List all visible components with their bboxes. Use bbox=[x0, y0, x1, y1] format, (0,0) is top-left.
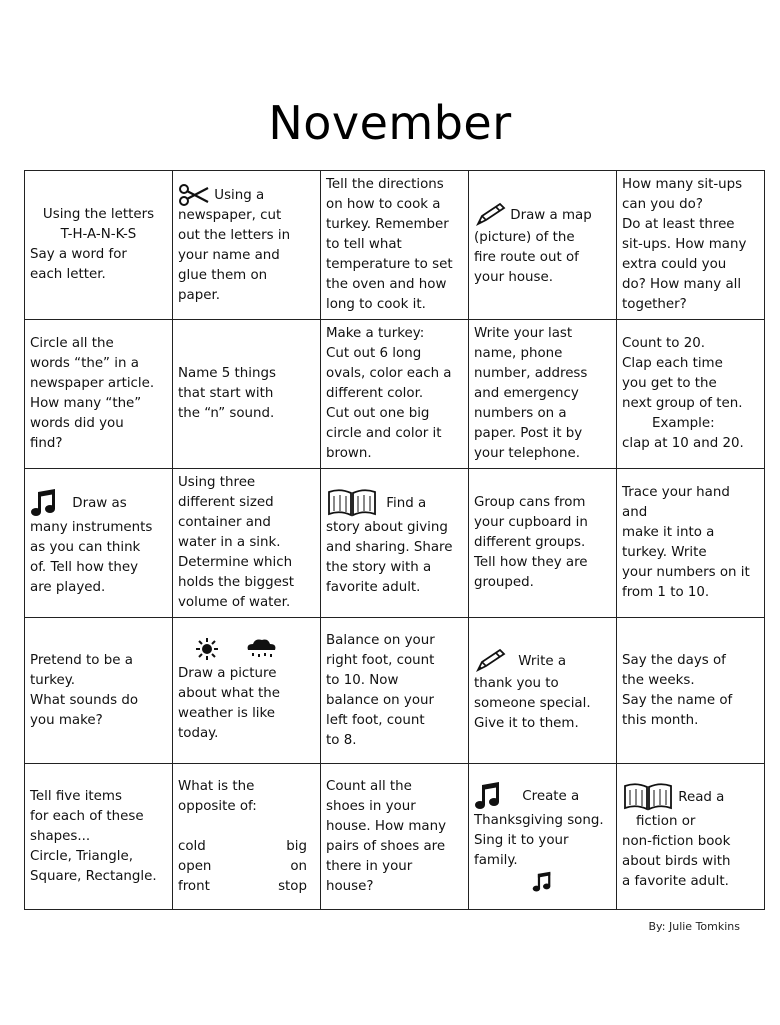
cell-line: Make a turkey: bbox=[326, 326, 425, 341]
cell-line: a favorite adult. bbox=[622, 873, 729, 889]
cell-r4c3 bbox=[321, 618, 469, 764]
cell-r1c1 bbox=[25, 171, 173, 320]
book-icon bbox=[326, 488, 378, 518]
cell-line: from 1 to 10. bbox=[622, 585, 710, 600]
cell-line: as you can think bbox=[30, 540, 141, 555]
cell-line: your numbers on it bbox=[622, 565, 750, 580]
cell-line: the “n” sound. bbox=[178, 406, 275, 421]
cell-line: Write your last bbox=[474, 326, 573, 341]
cell-r2c5 bbox=[617, 320, 765, 469]
cell-line: Example: bbox=[652, 416, 715, 431]
cell-line: What is the bbox=[178, 778, 255, 794]
cell-line: next group of ten. bbox=[622, 396, 743, 411]
cell-line: to 10. Now bbox=[326, 672, 399, 688]
spacer bbox=[178, 817, 315, 837]
cell-line: Tell the directions bbox=[326, 177, 444, 192]
cell-line: your name and bbox=[178, 248, 280, 263]
cell-line: ovals, color each a bbox=[326, 366, 452, 381]
cell-line: Using three bbox=[178, 475, 256, 490]
cell-line-with-icon bbox=[30, 488, 167, 518]
cell-line: Count to 20. bbox=[622, 336, 706, 351]
cell-line: your house. bbox=[474, 270, 554, 285]
cell-line: paper. bbox=[178, 288, 220, 303]
cell-line: newspaper article. bbox=[30, 376, 155, 391]
cell-line: newspaper, cut bbox=[178, 208, 282, 223]
cell-r3c4 bbox=[469, 469, 617, 618]
cell-line: How many sit-ups bbox=[622, 177, 743, 192]
cell-line: there in your bbox=[326, 858, 413, 874]
cell-line: turkey. bbox=[30, 672, 76, 688]
cell-line: Determine which bbox=[178, 555, 293, 570]
cell-line: Write a bbox=[518, 653, 567, 669]
cell-line: house. How many bbox=[326, 818, 447, 834]
cell-line: Create a bbox=[522, 788, 580, 804]
cell-line: grouped. bbox=[474, 575, 534, 590]
cell-r4c5 bbox=[617, 618, 765, 764]
cell-line: Do at least three bbox=[622, 217, 735, 232]
cell-line: together? bbox=[622, 297, 687, 312]
cell-r4c1 bbox=[25, 618, 173, 764]
cell-line: glue them on bbox=[178, 268, 268, 283]
cell-line: weather is like bbox=[178, 705, 276, 721]
cell-line: make it into a bbox=[622, 525, 715, 540]
cell-line: Thanksgiving song. bbox=[474, 812, 604, 828]
cell-line-with-icon bbox=[474, 202, 611, 228]
cell-line: fiction or bbox=[636, 813, 696, 829]
cell-line: to 8. bbox=[326, 732, 357, 748]
opposite-pair bbox=[178, 837, 315, 857]
cell-r2c3 bbox=[321, 320, 469, 469]
cell-line: How many “the” bbox=[30, 396, 142, 411]
cell-line: opposite of: bbox=[178, 798, 257, 814]
cell-line: Count all the bbox=[326, 778, 412, 794]
cell-line: for each of these bbox=[30, 808, 144, 824]
cell-line: different color. bbox=[326, 386, 424, 401]
cell-line: can you do? bbox=[622, 197, 703, 212]
scissors-icon bbox=[178, 184, 210, 206]
cell-line: story about giving bbox=[326, 520, 448, 535]
cell-line: about birds with bbox=[622, 853, 731, 869]
cell-line: your cupboard in bbox=[474, 515, 588, 530]
cell-r2c1 bbox=[25, 320, 173, 469]
pencil-icon bbox=[474, 202, 506, 228]
cell-line: What sounds do bbox=[30, 692, 139, 708]
cell-line: Name 5 things bbox=[178, 366, 276, 381]
cell-line: Read a bbox=[678, 789, 725, 805]
music-note-icon bbox=[474, 781, 504, 811]
cell-line: find? bbox=[30, 436, 63, 451]
cell-r5c4 bbox=[469, 764, 617, 910]
cell-line: turkey. Remember bbox=[326, 217, 449, 232]
cell-line: Cut out 6 long bbox=[326, 346, 422, 361]
cell-line-with-icon bbox=[474, 648, 611, 674]
music-note-icon bbox=[532, 871, 554, 893]
book-icon bbox=[622, 782, 674, 812]
cell-line: Square, Rectangle. bbox=[30, 868, 157, 884]
cell-r4c4 bbox=[469, 618, 617, 764]
cell-line: number, address bbox=[474, 366, 588, 381]
cell-line: Using the letters bbox=[42, 207, 155, 222]
cell-line: Circle all the bbox=[30, 336, 114, 351]
cell-line: the weeks. bbox=[622, 672, 695, 688]
cell-line: clap at 10 and 20. bbox=[622, 436, 744, 451]
cell-line: many instruments bbox=[30, 520, 153, 535]
cell-line: words “the” in a bbox=[30, 356, 139, 371]
cell-line: that start with bbox=[178, 386, 274, 401]
cell-line: sit-ups. How many bbox=[622, 237, 747, 252]
cell-line: Circle, Triangle, bbox=[30, 848, 133, 864]
cell-line: on how to cook a bbox=[326, 197, 441, 212]
cell-line: you get to the bbox=[622, 376, 717, 391]
cell-line-with-icon bbox=[178, 184, 315, 206]
music-note-icon bbox=[30, 488, 60, 518]
cell-line: fire route out of bbox=[474, 250, 579, 265]
cell-r3c2 bbox=[173, 469, 321, 618]
cell-line: words did you bbox=[30, 416, 124, 431]
activity-calendar-grid bbox=[24, 170, 765, 910]
cell-line: different groups. bbox=[474, 535, 586, 550]
cell-line: (picture) of the bbox=[474, 230, 575, 245]
cell-line: are played. bbox=[30, 580, 106, 595]
cell-line: Pretend to be a bbox=[30, 652, 133, 668]
cell-line: Cut out one big bbox=[326, 406, 430, 421]
cell-line: you make? bbox=[30, 712, 103, 728]
cell-line-icon bbox=[474, 871, 611, 893]
cell-line: do? How many all bbox=[622, 277, 742, 292]
cell-line: each letter. bbox=[30, 267, 106, 282]
cell-r2c4 bbox=[469, 320, 617, 469]
author-credit: By: Julie Tomkins bbox=[648, 920, 740, 933]
cell-line: Trace your hand bbox=[622, 485, 730, 500]
cell-line: out the letters in bbox=[178, 228, 291, 243]
cell-line: holds the biggest bbox=[178, 575, 295, 590]
cell-r3c3 bbox=[321, 469, 469, 618]
opposite-word: open bbox=[178, 858, 212, 874]
cell-r1c2 bbox=[173, 171, 321, 320]
cell-line: circle and color it bbox=[326, 426, 442, 441]
cell-line: Say the name of bbox=[622, 692, 733, 708]
cell-line: today. bbox=[178, 725, 219, 741]
cell-line: and bbox=[622, 505, 648, 520]
opposite-word: on bbox=[290, 858, 307, 874]
cell-line: Draw a map bbox=[510, 208, 592, 223]
cell-line: shapes... bbox=[30, 828, 91, 844]
cell-r3c1 bbox=[25, 469, 173, 618]
cell-line-with-icon bbox=[326, 488, 463, 518]
cell-line: Group cans from bbox=[474, 495, 586, 510]
cell-line: Give it to them. bbox=[474, 715, 579, 731]
cell-line-with-icon bbox=[622, 782, 759, 812]
opposite-pair bbox=[178, 857, 315, 877]
cell-r2c2 bbox=[173, 320, 321, 469]
page-title: November bbox=[268, 96, 512, 150]
cell-line: Find a bbox=[386, 496, 427, 511]
cell-line: to tell what bbox=[326, 237, 402, 252]
cell-line: Say the days of bbox=[622, 652, 726, 668]
cell-line: favorite adult. bbox=[326, 580, 421, 595]
cell-r5c2 bbox=[173, 764, 321, 910]
cell-line: shoes in your bbox=[326, 798, 416, 814]
rain-cloud-icon bbox=[244, 638, 278, 660]
cell-line: paper. Post it by bbox=[474, 426, 583, 441]
cell-line: numbers on a bbox=[474, 406, 567, 421]
pencil-icon bbox=[474, 648, 506, 674]
cell-line: T-H-A-N-K-S bbox=[60, 227, 137, 242]
cell-line: this month. bbox=[622, 712, 699, 728]
weather-icons bbox=[178, 638, 315, 664]
cell-r5c5 bbox=[617, 764, 765, 910]
cell-r1c4 bbox=[469, 171, 617, 320]
cell-line: about what the bbox=[178, 685, 281, 701]
cell-line: container and bbox=[178, 515, 271, 530]
cell-line: extra could you bbox=[622, 257, 727, 272]
opposite-word: front bbox=[178, 878, 210, 894]
cell-line: Sing it to your bbox=[474, 832, 569, 848]
cell-line: left foot, count bbox=[326, 712, 425, 728]
cell-line: name, phone bbox=[474, 346, 563, 361]
cell-line: the story with a bbox=[326, 560, 432, 575]
cell-line-with-icon bbox=[474, 781, 611, 811]
opposite-word: cold bbox=[178, 838, 206, 854]
cell-line: the oven and how bbox=[326, 277, 447, 292]
cell-line: long to cook it. bbox=[326, 297, 426, 312]
cell-line: water in a sink. bbox=[178, 535, 281, 550]
cell-line: your telephone. bbox=[474, 446, 580, 461]
cell-line: Say a word for bbox=[30, 247, 127, 262]
cell-r1c5 bbox=[617, 171, 765, 320]
opposite-word: stop bbox=[278, 878, 307, 894]
cell-line: Using a bbox=[214, 188, 265, 203]
opposite-pair bbox=[178, 877, 315, 897]
cell-line: different sized bbox=[178, 495, 274, 510]
cell-r3c5 bbox=[617, 469, 765, 618]
cell-r1c3 bbox=[321, 171, 469, 320]
cell-line: thank you to bbox=[474, 675, 559, 691]
cell-line: Tell how they are bbox=[474, 555, 588, 570]
cell-line: family. bbox=[474, 852, 518, 868]
cell-line: Draw a picture bbox=[178, 665, 277, 681]
cell-line: turkey. Write bbox=[622, 545, 707, 560]
cell-line: and emergency bbox=[474, 386, 579, 401]
cell-line: someone special. bbox=[474, 695, 591, 711]
cell-line: right foot, count bbox=[326, 652, 435, 668]
cell-line: Clap each time bbox=[622, 356, 723, 371]
cell-r5c3 bbox=[321, 764, 469, 910]
opposite-word: big bbox=[286, 838, 307, 854]
cell-r5c1 bbox=[25, 764, 173, 910]
cell-line: Tell five items bbox=[30, 788, 122, 804]
cell-line: pairs of shoes are bbox=[326, 838, 446, 854]
cell-line: brown. bbox=[326, 446, 372, 461]
sun-icon bbox=[196, 638, 218, 660]
cell-line: non-fiction book bbox=[622, 833, 731, 849]
cell-line: house? bbox=[326, 878, 374, 894]
cell-r4c2 bbox=[173, 618, 321, 764]
cell-line: balance on your bbox=[326, 692, 435, 708]
cell-line: Draw as bbox=[72, 496, 127, 511]
cell-line: temperature to set bbox=[326, 257, 453, 272]
cell-line: and sharing. Share bbox=[326, 540, 453, 555]
cell-line: of. Tell how they bbox=[30, 560, 139, 575]
cell-line: Balance on your bbox=[326, 632, 435, 648]
cell-line: volume of water. bbox=[178, 595, 291, 610]
